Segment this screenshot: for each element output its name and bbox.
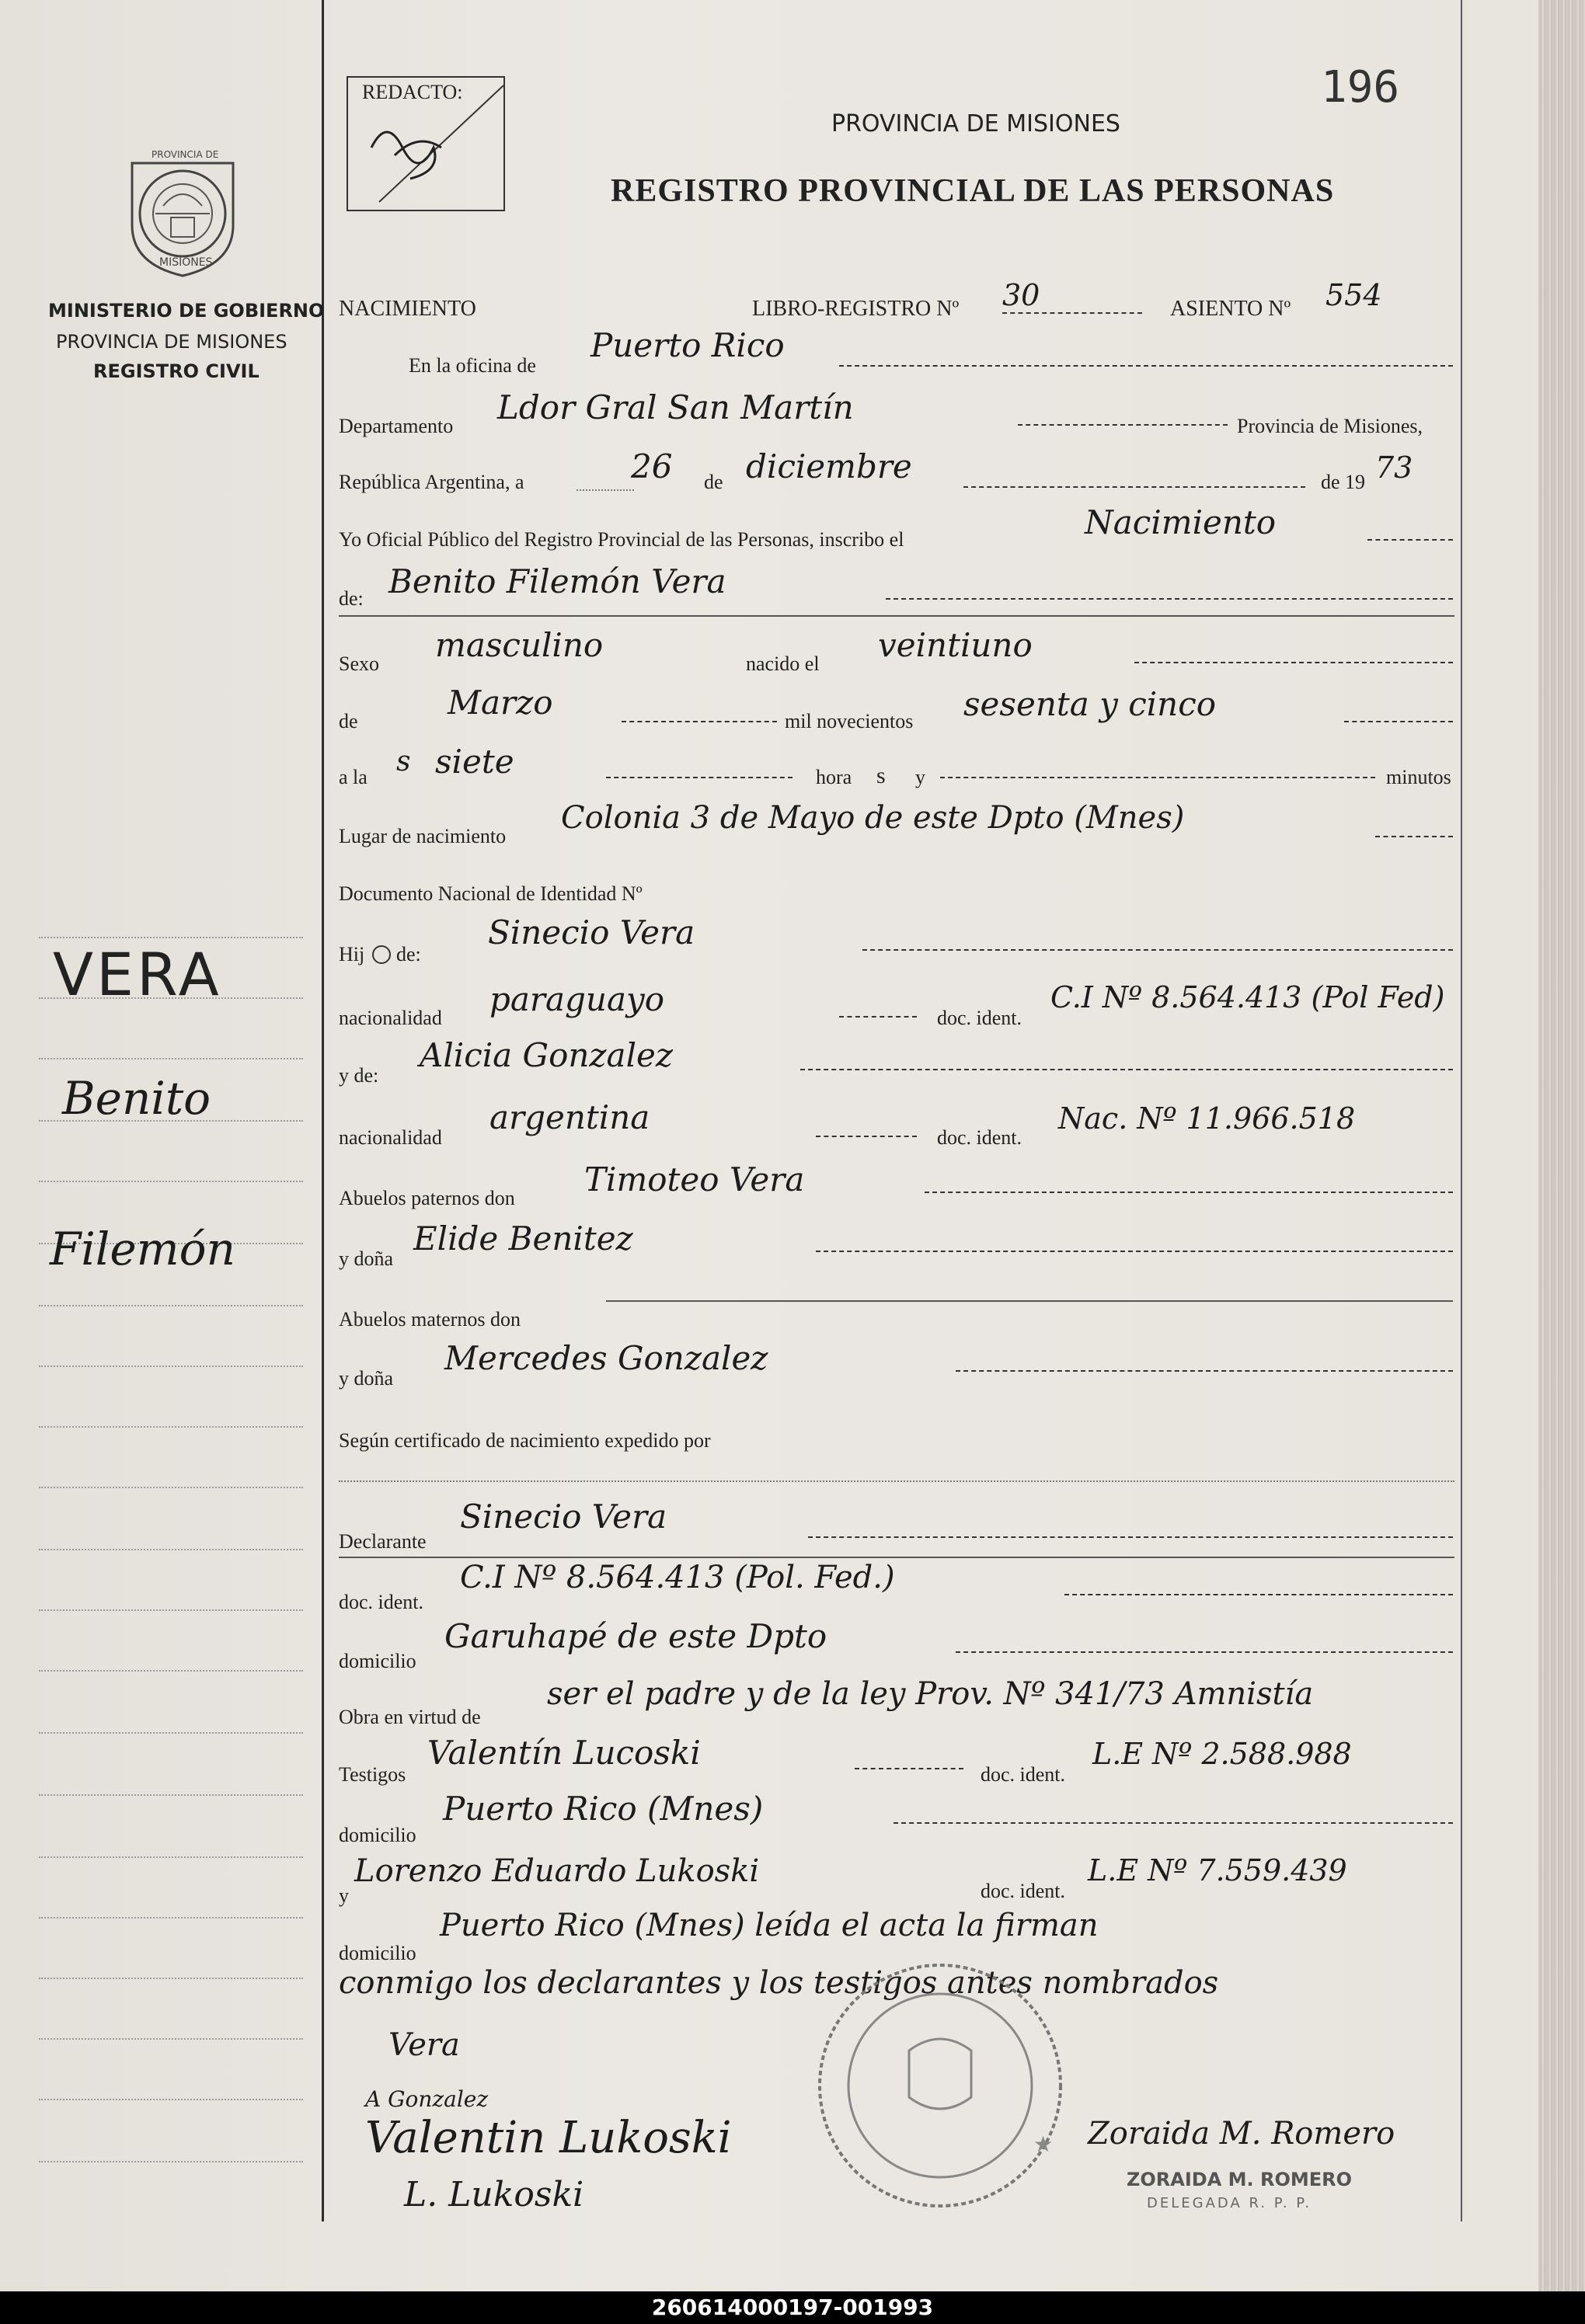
dni-label: Documento Nacional de Identidad Nº <box>339 882 643 905</box>
margin-surname: VERA <box>53 940 222 1009</box>
page-number: 196 <box>1321 62 1400 113</box>
obra-value: ser el padre y de la ley Prov. Nº 341/73 Amnistía <box>547 1676 1314 1712</box>
departamento-label: Departamento <box>339 415 454 437</box>
libro-value: 30 <box>1002 278 1040 312</box>
lugar-label: Lugar de nacimiento <box>339 825 507 847</box>
official-signature: Zoraida M. Romero <box>1088 2116 1395 2152</box>
ministry-line-1: MINISTERIO DE GOBIERNO <box>48 300 325 322</box>
signature-vera: Vera <box>388 2027 460 2063</box>
testigo1-value: Valentín Lucoski <box>427 1734 701 1772</box>
decl-dom-label: domicilio <box>339 1650 416 1672</box>
hora-value: siete <box>435 743 514 781</box>
lugar-value: Colonia 3 de Mayo de este Dpto (Mnes) <box>561 800 1185 836</box>
madre-nac-value: argentina <box>489 1098 650 1136</box>
ab-pat-dona-label: y doña <box>339 1247 394 1270</box>
segun-label: Según certificado de nacimiento expedido por <box>339 1429 711 1452</box>
nombre-value: Benito Filemón Vera <box>388 562 726 600</box>
testigo1-doc-label: doc. ident. <box>981 1763 1066 1786</box>
testigo2-dom-value: Puerto Rico (Mnes) leída el acta la firman <box>440 1908 1099 1943</box>
margin-rule <box>322 0 324 2221</box>
ministry-line-3: REGISTRO CIVIL <box>93 360 260 382</box>
right-rule <box>1461 0 1462 2221</box>
mes-nac-value: Marzo <box>448 684 553 722</box>
testigo2-value: Lorenzo Eduardo Lukoski <box>354 1853 760 1889</box>
hora-s-label: s <box>876 763 886 788</box>
seal-top-text: PROVINCIA DE <box>152 149 219 160</box>
signature-gonzalez: A Gonzalez <box>365 2086 489 2112</box>
anio-label: de 19 <box>1321 471 1366 493</box>
declarante-value: Sinecio Vera <box>460 1498 667 1536</box>
ab-pat-don-value: Timoteo Vera <box>584 1160 805 1199</box>
header-title: REGISTRO PROVINCIAL DE LAS PERSONAS <box>611 173 1335 209</box>
testigo1-dom-value: Puerto Rico (Mnes) <box>443 1790 764 1828</box>
margin-first-name: Benito <box>62 1072 211 1125</box>
libro-label: LIBRO-REGISTRO Nº <box>752 297 960 321</box>
padre-value: Sinecio Vera <box>488 913 695 952</box>
de-mes-label: de <box>339 710 358 732</box>
margin-second-name: Filemón <box>50 1223 235 1275</box>
stamp-title: DELEGADA R. P. P. <box>1147 2195 1312 2211</box>
decl-doc-label: doc. ident. <box>339 1591 424 1613</box>
decl-doc-value: C.I Nº 8.564.413 (Pol. Fed.) <box>460 1560 895 1595</box>
ab-pat-dona-value: Elide Benitez <box>413 1219 633 1258</box>
ab-mat-label: Abuelos maternos don <box>339 1308 521 1331</box>
anio-nac-value: sesenta y cinco <box>963 685 1217 723</box>
official-round-stamp-icon <box>808 1957 1072 2214</box>
dia-value: 26 <box>631 447 673 485</box>
y-testigo-label: y <box>339 1884 349 1907</box>
yde-label: y de: <box>339 1064 379 1087</box>
madre-value: Alicia Gonzalez <box>420 1036 674 1074</box>
hora-label: hora <box>816 766 852 788</box>
header-province: PROVINCIA DE MISIONES <box>831 110 1120 137</box>
nacimiento-label: NACIMIENTO <box>339 297 476 321</box>
oficina-value: Puerto Rico <box>590 326 785 364</box>
sexo-value: masculino <box>435 626 604 664</box>
madre-nac-label: nacionalidad <box>339 1126 442 1149</box>
asiento-label: ASIENTO Nº <box>1170 297 1291 321</box>
cierre-value: conmigo los declarantes y los testigos antes nombrados <box>339 1965 1219 2001</box>
y-label: y <box>915 766 925 788</box>
madre-doc-value: Nac. Nº 11.966.518 <box>1058 1101 1356 1136</box>
testigo2-dom-label: domicilio <box>339 1942 416 1964</box>
ab-mat-dona-label: y doña <box>339 1367 394 1390</box>
footer-code: 260614000197-001993 <box>0 2291 1585 2324</box>
circle-mark-icon <box>370 943 393 966</box>
de-label: de <box>704 471 723 493</box>
minutos-label: minutos <box>1386 766 1451 788</box>
oficina-label: En la oficina de <box>409 354 536 377</box>
signature-valentin: Valentin Lukoski <box>365 2113 732 2163</box>
hij-label: Hij <box>339 943 365 965</box>
decl-dom-value: Garuhapé de este Dpto <box>444 1617 827 1655</box>
seal-bottom-text: MISIONES <box>159 256 213 269</box>
ministry-line-2: PROVINCIA DE MISIONES <box>56 331 287 353</box>
ab-mat-dona-value: Mercedes Gonzalez <box>444 1339 768 1377</box>
republica-label: República Argentina, a <box>339 471 524 493</box>
testigo2-doc-label: doc. ident. <box>981 1880 1066 1902</box>
departamento-value: Ldor Gral San Martín <box>497 388 854 426</box>
redacto-label: REDACTO: <box>362 81 463 103</box>
inscribo-value: Nacimiento <box>1085 503 1277 541</box>
madre-doc-label: doc. ident. <box>937 1126 1022 1149</box>
testigo1-doc-value: L.E Nº 2.588.988 <box>1092 1737 1352 1771</box>
oficial-label: Yo Oficial Público del Registro Provincial de las Personas, inscribo el <box>339 528 904 551</box>
ala-label: a la <box>339 766 368 788</box>
testigo2-doc-value: L.E Nº 7.559.439 <box>1088 1853 1347 1887</box>
mes-value: diciembre <box>746 447 912 485</box>
provincia-label: Provincia de Misiones, <box>1237 415 1423 437</box>
asiento-value: 554 <box>1325 278 1382 312</box>
ab-pat-label: Abuelos paternos don <box>339 1187 515 1209</box>
obra-label: Obra en virtud de <box>339 1706 481 1728</box>
testigos-label: Testigos <box>339 1763 406 1786</box>
redacto-mark-icon <box>348 78 503 210</box>
padre-nac-label: nacionalidad <box>339 1007 442 1029</box>
hij-de-label: de: <box>396 943 421 965</box>
testigo1-dom-label: domicilio <box>339 1824 416 1846</box>
padre-doc-label: doc. ident. <box>937 1007 1022 1029</box>
sexo-label: Sexo <box>339 652 379 675</box>
stamp-name: ZORAIDA M. ROMERO <box>1127 2169 1353 2190</box>
nacido-value: veintiuno <box>878 626 1033 664</box>
anio-value: 73 <box>1375 451 1413 485</box>
padre-nac-value: paraguayo <box>489 980 665 1018</box>
mil-label: mil novecientos <box>785 710 914 732</box>
signature-lukoski: L. Lukoski <box>404 2175 584 2214</box>
declarante-label: Declarante <box>339 1530 427 1553</box>
redacto-box <box>347 76 505 211</box>
svg-text:★: ★ <box>1033 2131 1054 2157</box>
book-binding <box>1538 0 1585 2291</box>
padre-doc-value: C.I Nº 8.564.413 (Pol Fed) <box>1050 980 1445 1014</box>
de-nombre-label: de: <box>339 587 364 610</box>
nacido-label: nacido el <box>746 652 820 675</box>
ala-value: s <box>396 746 411 778</box>
